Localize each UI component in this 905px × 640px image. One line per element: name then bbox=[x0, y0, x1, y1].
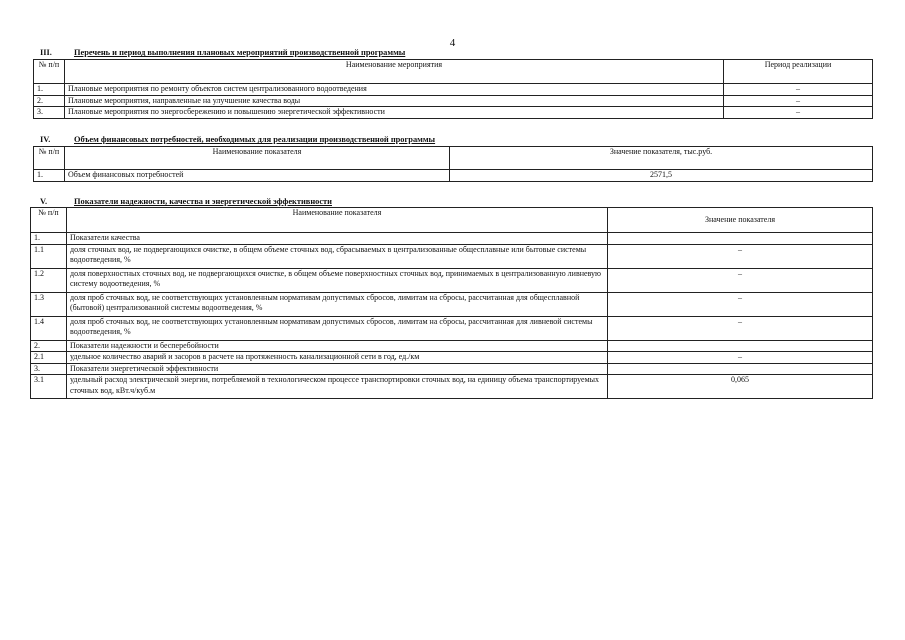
section-4-title-text: Объем финансовых потребностей, необходимых для реализации производственной программы bbox=[74, 135, 436, 144]
row-value: – bbox=[608, 292, 873, 316]
table-row bbox=[31, 340, 873, 352]
row-name: Показатели качества bbox=[67, 233, 608, 245]
row-value: – bbox=[608, 352, 873, 364]
table-row bbox=[34, 107, 873, 119]
row-num: 3. bbox=[31, 363, 67, 375]
row-value: – bbox=[608, 316, 873, 340]
row-num: 1.2 bbox=[31, 268, 67, 292]
s4-header-name: Наименование показателя bbox=[65, 147, 450, 170]
section-4-roman: IV. bbox=[40, 135, 51, 144]
row-name: удельный расход электрической энергии, потребляемой в технологическом процессе транспортировки сточных вод, на единицу объема транспортируемых сточных вод, кВт.ч/куб.м bbox=[67, 375, 608, 399]
row-name: Плановые мероприятия, направленные на улучшение качества воды bbox=[65, 95, 724, 107]
row-num: 1.1 bbox=[31, 244, 67, 268]
s5-header-value: Значение показателя bbox=[608, 208, 873, 233]
row-value: – bbox=[608, 244, 873, 268]
s3-header-num: № п/п bbox=[34, 60, 65, 84]
table-row bbox=[34, 84, 873, 96]
s5-header-num: № п/п bbox=[31, 208, 67, 233]
section-4-table bbox=[33, 146, 873, 182]
table-row bbox=[34, 95, 873, 107]
row-value: 2571,5 bbox=[450, 170, 873, 182]
section-4-title bbox=[40, 135, 435, 144]
row-name: доля проб сточных вод, не соответствующих установленным нормативам допустимых сбросов, лимитам на сбросы, рассчитанная для ливневой системы водоотведения, % bbox=[67, 316, 608, 340]
row-num: 1.3 bbox=[31, 292, 67, 316]
row-period: – bbox=[724, 84, 873, 96]
section-5-roman: V. bbox=[40, 197, 48, 206]
row-name: Плановые мероприятия по ремонту объектов систем централизованного водоотведения bbox=[65, 84, 724, 96]
table-row bbox=[31, 268, 873, 292]
row-num: 2. bbox=[34, 95, 65, 107]
s4-header-value: Значение показателя, тыс.руб. bbox=[450, 147, 873, 170]
row-num: 1. bbox=[31, 233, 67, 245]
row-name: Показатели надежности и бесперебойности bbox=[67, 340, 608, 352]
table-row bbox=[31, 352, 873, 364]
s3-header-period: Период реализации bbox=[724, 60, 873, 84]
table-row bbox=[34, 170, 873, 182]
s5-header-name: Наименование показателя bbox=[67, 208, 608, 233]
row-period: – bbox=[724, 107, 873, 119]
row-name: Плановые мероприятия по энергосбережению и повышению энергетической эффективности bbox=[65, 107, 724, 119]
row-num: 1. bbox=[34, 84, 65, 96]
row-value bbox=[608, 340, 873, 352]
section-3-roman: III. bbox=[40, 48, 52, 57]
row-name: доля проб сточных вод, не соответствующих установленным нормативам допустимых сбросов, лимитам на сбросы, рассчитанная для общесплавной (бытовой) централизованной системы водоотведения, % bbox=[67, 292, 608, 316]
section-3-title bbox=[40, 48, 405, 57]
row-name: доля сточных вод, не подвергающихся очистке, в общем объеме сточных вод, сбрасываемых в централизованные общесплавные или бытовые системы водоотведения, % bbox=[67, 244, 608, 268]
section-5-table bbox=[30, 207, 873, 399]
row-value: – bbox=[608, 268, 873, 292]
row-num: 2. bbox=[31, 340, 67, 352]
row-value: 0,065 bbox=[608, 375, 873, 399]
row-value bbox=[608, 233, 873, 245]
s3-header-name: Наименование мероприятия bbox=[65, 60, 724, 84]
section-3-title-text: Перечень и период выполнения плановых мероприятий производственной программы bbox=[74, 48, 406, 57]
table-row bbox=[31, 363, 873, 375]
row-name: Объем финансовых потребностей bbox=[65, 170, 450, 182]
page-number: 4 bbox=[449, 37, 456, 49]
table-row bbox=[31, 233, 873, 245]
row-num: 1.4 bbox=[31, 316, 67, 340]
table-row bbox=[31, 375, 873, 399]
table-row bbox=[31, 292, 873, 316]
row-num: 3. bbox=[34, 107, 65, 119]
row-name: удельное количество аварий и засоров в расчете на протяженность канализационной сети в год, ед./км bbox=[67, 352, 608, 364]
row-num: 1. bbox=[34, 170, 65, 182]
row-num: 3.1 bbox=[31, 375, 67, 399]
table-row bbox=[31, 316, 873, 340]
section-5-title-text: Показатели надежности, качества и энергетической эффективности bbox=[74, 197, 332, 206]
section-5-title bbox=[40, 197, 332, 206]
row-name: Показатели энергетической эффективности bbox=[67, 363, 608, 375]
section-3-table bbox=[33, 59, 873, 119]
row-name: доля поверхностных сточных вод, не подвергающихся очистке, в общем объеме поверхностных сточных вод, принимаемых в централизованную ливневую систему водоотведения, % bbox=[67, 268, 608, 292]
row-num: 2.1 bbox=[31, 352, 67, 364]
row-value bbox=[608, 363, 873, 375]
table-row bbox=[31, 244, 873, 268]
s4-header-num: № п/п bbox=[34, 147, 65, 170]
row-period: – bbox=[724, 95, 873, 107]
